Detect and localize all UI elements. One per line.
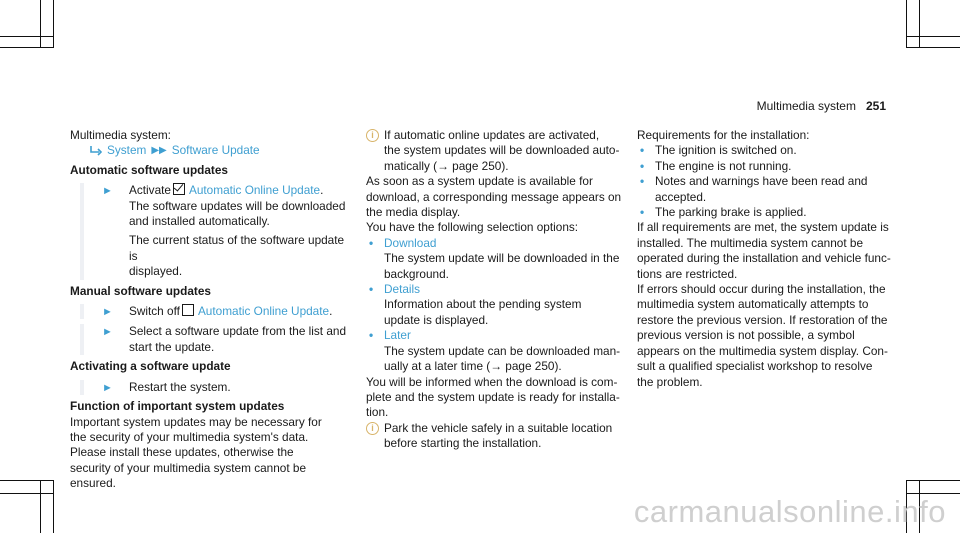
text-line: ually at a later time (→ page 250). (384, 359, 562, 374)
option-item (366, 328, 634, 343)
step-text (129, 304, 348, 319)
crop-mark (53, 0, 54, 48)
heading-function-important-updates: Function of important system updates (70, 399, 285, 414)
step-block (80, 183, 348, 279)
option-item (366, 282, 634, 297)
requirement-text: The ignition is switched on. (655, 143, 797, 158)
text-line: If all requirements are met, the system update is (637, 220, 889, 235)
paragraph (366, 174, 634, 220)
crop-mark (40, 0, 41, 48)
crop-mark (906, 47, 960, 48)
requirement-text: The engine is not running. (655, 158, 792, 173)
paragraph (637, 220, 899, 282)
step-text (129, 183, 348, 229)
text-line: installed. The multimedia system cannot be (637, 235, 864, 250)
bullet-icon: • (369, 282, 374, 297)
text-line: accepted. (655, 189, 707, 204)
crop-mark (919, 0, 920, 48)
step-block (80, 324, 348, 355)
crop-mark (0, 47, 54, 48)
crop-mark (53, 480, 54, 533)
text-line: Information about the pending system (384, 297, 582, 312)
crop-mark (40, 480, 41, 533)
step-line: Select a software update from the list and (129, 324, 347, 339)
menu-path (70, 143, 348, 158)
text-line: the problem. (637, 374, 703, 389)
step-line: The current status of the software update is (129, 233, 345, 263)
crop-mark (0, 493, 54, 494)
paragraph (366, 375, 634, 421)
menu-link-system[interactable]: System (107, 143, 147, 158)
step-text: Restart the system. (129, 379, 231, 394)
automatic-online-update-link[interactable]: Automatic Online Update (197, 304, 330, 319)
step-arrow-icon: ► (102, 381, 113, 394)
step-line: start the update. (129, 339, 215, 354)
bullet-icon: • (640, 174, 645, 189)
requirement-item (637, 205, 899, 220)
step-verb: Activate (129, 183, 171, 198)
option-description (366, 251, 634, 282)
text-line: previous version is not possible, a symbol (637, 328, 855, 343)
text-line: The system update will be downloaded in the (384, 251, 620, 266)
note-text (384, 128, 634, 174)
text-line: If automatic online updates are activated, (384, 128, 600, 142)
text-line: The system update can be downloaded man- (384, 343, 621, 358)
paragraph (637, 282, 899, 390)
text-line: As soon as a system update is available for (366, 174, 593, 189)
bullet-icon: • (369, 235, 374, 250)
option-description (366, 344, 634, 375)
step-arrow-icon: ► (102, 326, 113, 339)
requirement-item (637, 159, 899, 174)
requirements-heading: Requirements for the installation: (637, 128, 810, 142)
text-line: download, a corresponding message appears on (366, 189, 622, 204)
text-line: If errors should occur during the installation, the (637, 282, 886, 297)
requirement-item (637, 174, 899, 205)
requirement-text: The parking brake is applied. (655, 205, 807, 220)
info-note-icon: i (366, 422, 379, 435)
info-note-icon: i (366, 129, 379, 142)
crop-mark (0, 36, 54, 37)
step-arrow-icon: ► (102, 306, 113, 319)
checkbox-empty-icon (182, 304, 194, 316)
heading-manual-updates: Manual software updates (70, 283, 211, 298)
text-line: tions are restricted. (637, 266, 738, 281)
requirement-text (655, 174, 899, 205)
text-line: ensured. (70, 476, 116, 491)
crop-mark (0, 480, 54, 481)
step-verb: Switch off (129, 304, 180, 319)
automatic-online-update-link[interactable]: Automatic Online Update (188, 183, 321, 198)
text-line: the security of your multimedia system's data. (70, 429, 309, 444)
option-download[interactable]: Download (384, 235, 437, 250)
text-line: the system updates will be downloaded auto- (384, 143, 620, 158)
double-chevron-icon: ▶▶ (151, 145, 167, 157)
intro-text: Multimedia system: (70, 128, 171, 142)
text-line: tion. (366, 405, 389, 420)
text-line: before starting the installation. (384, 436, 542, 451)
step-text (129, 233, 348, 279)
watermark: carmanualsonline.info (633, 494, 946, 529)
note-block (366, 421, 634, 452)
step-text (129, 324, 348, 355)
text-line: Please install these updates, otherwise the (70, 445, 294, 460)
checkbox-checked-icon (173, 183, 185, 195)
step-line: displayed. (129, 264, 183, 279)
page-number: 251 (865, 99, 886, 113)
text-line: multimedia system automatically attempts to (637, 297, 869, 312)
header-title: Multimedia system (756, 99, 856, 113)
note-block (366, 128, 634, 174)
text-line: the media display. (366, 205, 461, 220)
bullet-icon: • (640, 143, 645, 158)
option-description (366, 297, 634, 328)
requirement-item (637, 143, 899, 158)
bullet-icon: • (640, 205, 645, 220)
menu-path-icon (90, 146, 102, 156)
heading-automatic-updates: Automatic software updates (70, 162, 228, 177)
note-text (384, 421, 634, 452)
option-details[interactable]: Details (384, 282, 421, 297)
crop-mark (906, 480, 960, 481)
step-block (80, 380, 348, 395)
text-line: Important system updates may be necessary for (70, 414, 322, 429)
text-line: Park the vehicle safely in a suitable location (384, 420, 613, 435)
heading-activating-update: Activating a software update (70, 359, 231, 374)
option-later[interactable]: Later (384, 328, 411, 343)
bullet-icon: • (369, 328, 374, 343)
text-line: appears on the multimedia system display. Con- (637, 343, 888, 358)
text-line: restore the previous version. If restoration of the (637, 312, 888, 327)
column-left (70, 128, 348, 492)
column-middle (366, 128, 634, 452)
function-paragraph (70, 415, 348, 492)
step-punct: . (320, 183, 324, 198)
bullet-icon: • (640, 158, 645, 173)
crop-mark (906, 36, 960, 37)
text-line: operated during the installation and vehicle func- (637, 251, 891, 266)
step-line: and installed automatically. (129, 214, 270, 229)
step-punct: . (329, 304, 333, 319)
running-header (757, 99, 886, 113)
text-line: security of your multimedia system cannot be (70, 460, 307, 475)
menu-link-software-update[interactable]: Software Update (171, 143, 260, 158)
crop-mark (906, 0, 907, 48)
step-block (80, 304, 348, 319)
text-line: You will be informed when the download is com- (366, 374, 618, 389)
step-line: The software updates will be downloaded (129, 198, 346, 213)
step-arrow-icon: ► (102, 185, 113, 198)
text-line: matically (→ page 250). (384, 158, 509, 173)
text-line: sult a qualified specialist workshop to resolve (637, 359, 873, 374)
column-right (637, 128, 899, 390)
text-line: plete and the system update is ready for installa- (366, 389, 620, 404)
text-line: update is displayed. (384, 312, 489, 327)
paragraph: You have the following selection options: (366, 220, 579, 235)
text-line: background. (384, 266, 449, 281)
option-item (366, 236, 634, 251)
text-line: Notes and warnings have been read and (655, 174, 868, 189)
